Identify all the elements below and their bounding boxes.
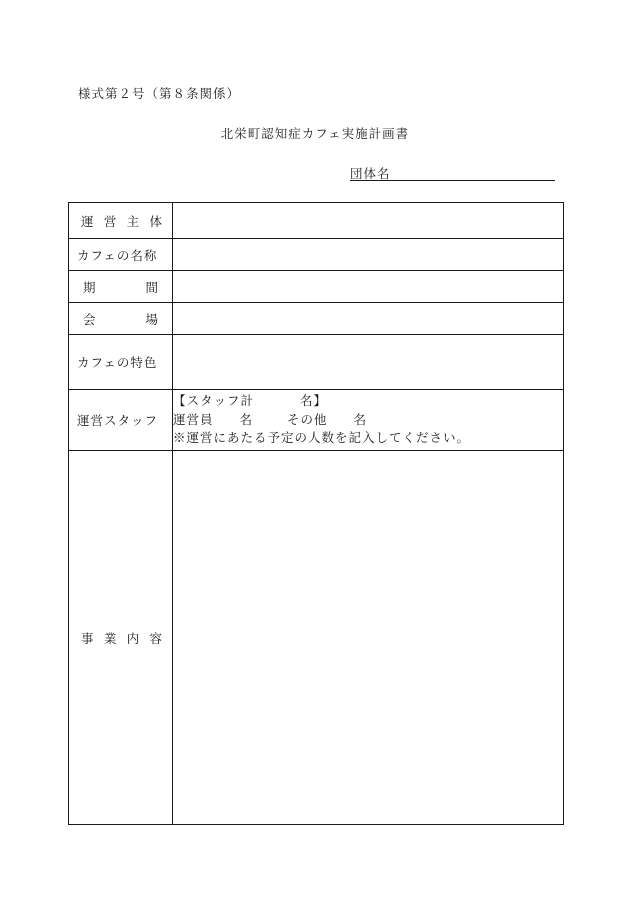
business-content-label-char: 事 xyxy=(81,630,94,646)
cafe-features-label: カフェの特色 xyxy=(77,355,158,370)
organization-name-label: 団体名 xyxy=(350,166,391,181)
staff-member-label: 運営員 xyxy=(173,411,214,427)
operating-entity-value[interactable] xyxy=(173,214,563,228)
cafe-features-label-cell xyxy=(69,335,173,390)
staff-label: 運営スタッフ xyxy=(77,413,159,428)
table-row-period xyxy=(69,271,564,303)
cafe-features-value-cell[interactable] xyxy=(173,335,564,390)
table-row-venue xyxy=(69,303,564,335)
venue-label xyxy=(69,303,173,335)
staff-total-line xyxy=(173,392,563,411)
operating-entity-label-char: 営 xyxy=(103,213,117,229)
staff-label-cell xyxy=(69,390,173,451)
table-row-operating-entity xyxy=(69,203,564,239)
staff-value-cell[interactable] xyxy=(173,390,564,451)
operating-entity-label xyxy=(69,203,173,239)
staff-note: ※運営にあたる予定の人数を記入してください。 xyxy=(173,430,471,446)
period-value[interactable] xyxy=(173,280,563,294)
business-content-label-char: 容 xyxy=(149,630,162,646)
period-label xyxy=(69,271,173,303)
business-content-value-cell[interactable] xyxy=(173,451,564,825)
operating-entity-label-char: 運 xyxy=(81,213,94,229)
business-content-label xyxy=(69,451,173,825)
operating-entity-label-char: 体 xyxy=(149,213,162,229)
staff-breakdown-line xyxy=(173,411,563,430)
table-row-cafe-features xyxy=(69,335,564,390)
organization-name-field[interactable] xyxy=(350,164,555,181)
venue-label-char: 場 xyxy=(145,311,158,327)
venue-value[interactable] xyxy=(173,312,563,326)
venue-value-cell[interactable] xyxy=(173,303,564,335)
cafe-features-value[interactable] xyxy=(173,355,563,369)
staff-member-unit: 名 xyxy=(239,411,254,427)
operating-entity-label-char: 主 xyxy=(126,213,140,229)
business-content-label-char: 内 xyxy=(126,630,140,646)
table-row-staff xyxy=(69,390,564,451)
business-content-label-char: 業 xyxy=(103,630,117,646)
staff-total-open: 【スタッフ計 xyxy=(173,393,255,409)
document-title: 北栄町認知症カフェ実施計画書 xyxy=(220,126,410,141)
period-label-char: 期 xyxy=(83,279,96,295)
venue-label-char: 会 xyxy=(83,311,96,327)
cafe-name-value[interactable] xyxy=(173,248,563,262)
staff-other-label: その他 xyxy=(287,411,328,427)
period-label-char: 間 xyxy=(145,279,158,295)
period-value-cell[interactable] xyxy=(173,271,564,303)
plan-table xyxy=(68,202,564,825)
table-row-business-content xyxy=(69,451,564,825)
cafe-name-label: カフェの名称 xyxy=(77,247,158,263)
cafe-name-label-cell xyxy=(69,239,173,271)
business-content-value[interactable] xyxy=(173,631,563,645)
staff-total-unit: 名】 xyxy=(300,393,328,409)
staff-other-unit: 名 xyxy=(353,411,368,427)
cafe-name-value-cell[interactable] xyxy=(173,239,564,271)
table-row-cafe-name xyxy=(69,239,564,271)
form-number: 様式第２号（第８条関係） xyxy=(78,86,241,101)
operating-entity-value-cell[interactable] xyxy=(173,203,564,239)
